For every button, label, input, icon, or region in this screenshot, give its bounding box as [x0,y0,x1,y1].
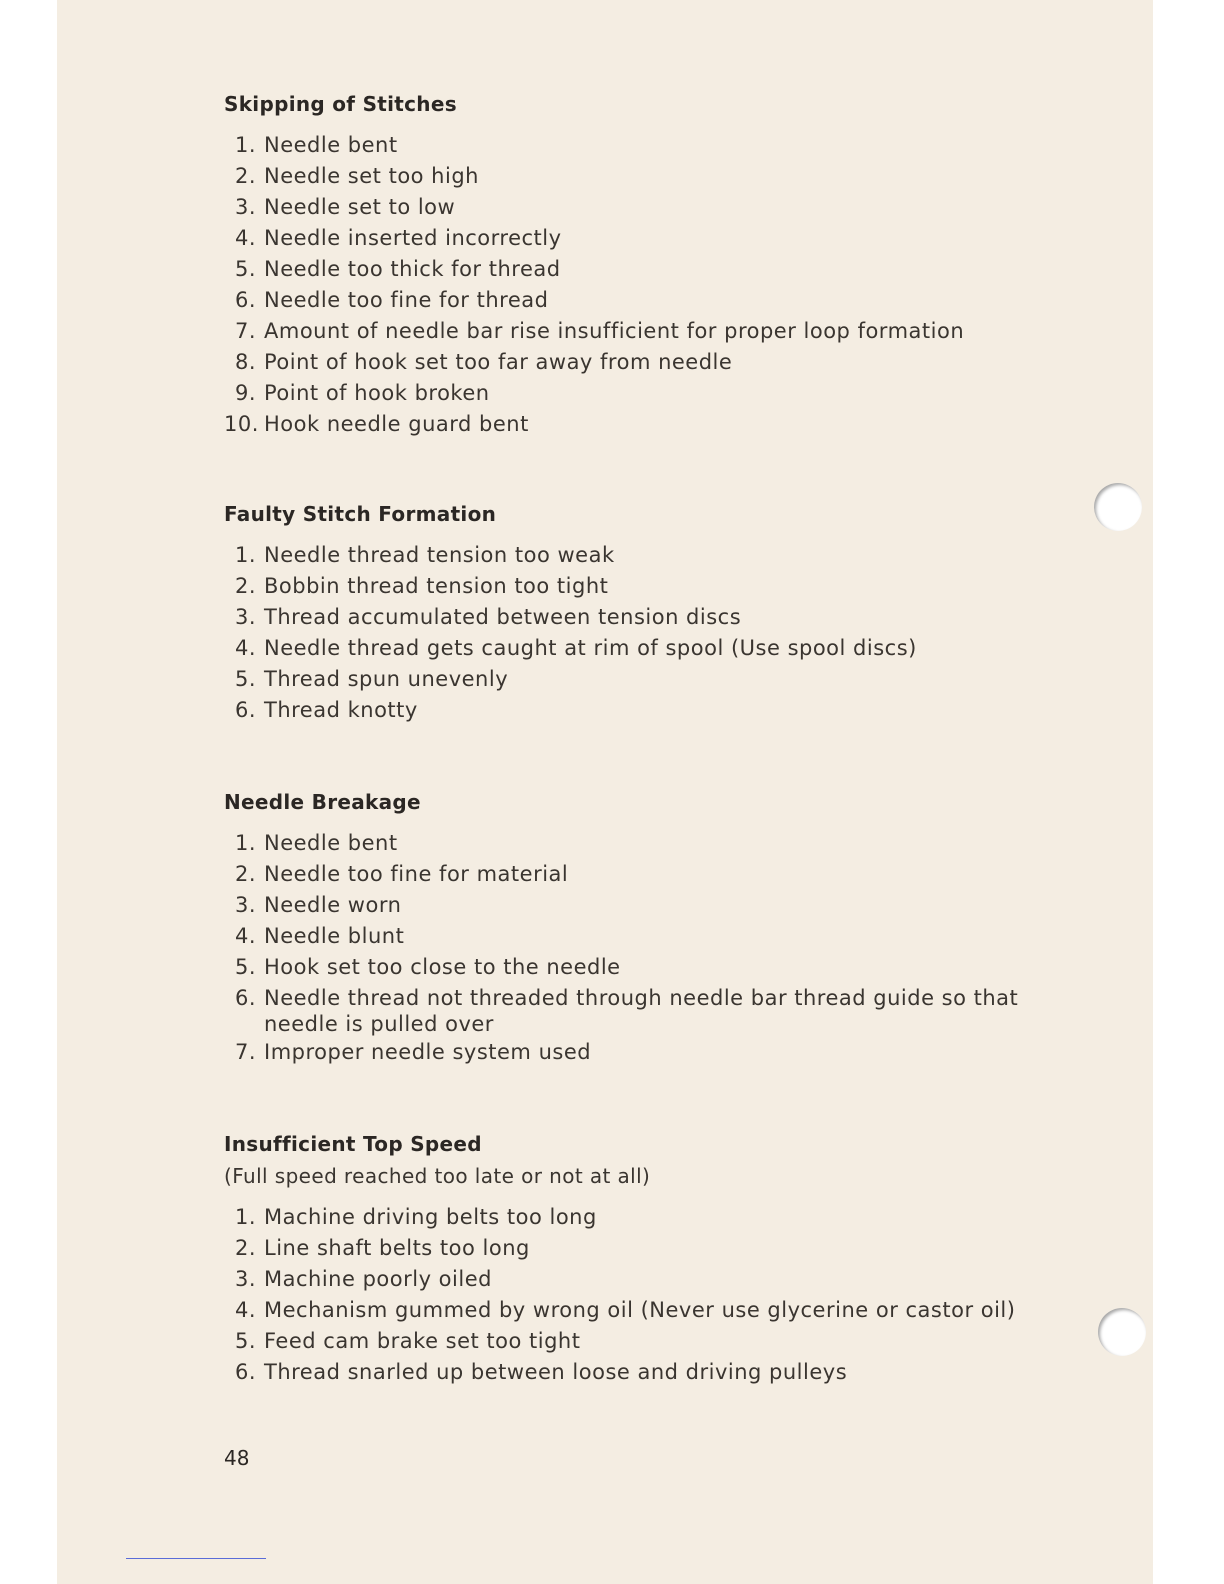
item-text: Needle worn [264,893,402,917]
item-number: 4. [234,226,256,250]
item-text: Mechanism gummed by wrong oil (Never use glycerine or castor oil) [264,1298,1016,1322]
item-text: Needle too fine for thread [264,288,549,312]
item-text: Machine poorly oiled [264,1267,492,1291]
list-item [224,540,1064,571]
list-item [224,571,1064,602]
troubleshooting-list [224,828,1064,1068]
item-text: Feed cam brake set too tight [264,1329,581,1353]
item-number: 7. [234,1040,256,1064]
section-faulty-stitch-formation [224,502,1064,726]
item-text: Machine driving belts too long [264,1205,597,1229]
item-text: Needle inserted incorrectly [264,226,562,250]
item-number: 6. [234,1360,256,1384]
item-number: 2. [234,1236,256,1260]
item-text: Amount of needle bar rise insufficient for proper loop formation [264,319,965,343]
list-item [224,223,1064,254]
list-item [224,378,1064,409]
item-number: 3. [234,893,256,917]
item-text: Hook needle guard bent [264,412,529,436]
section-title: Needle Breakage [224,790,421,814]
item-text: Needle bent [264,831,398,855]
item-text: Bobbin thread tension too tight [264,574,609,598]
page-content [224,92,1064,1388]
section-title: Faulty Stitch Formation [224,502,497,526]
item-number: 5. [234,955,256,979]
list-item [224,1037,1064,1068]
list-item [224,602,1064,633]
item-text: Thread snarled up between loose and driving pulleys [264,1360,848,1384]
list-item [224,347,1064,378]
item-number: 2. [234,164,256,188]
item-number: 1. [234,1205,256,1229]
punch-hole [1098,1308,1146,1356]
item-number: 6. [234,986,256,1010]
bottom-edge-line [126,1558,266,1559]
item-number: 1. [234,831,256,855]
item-number: 6. [234,698,256,722]
item-text: Thread knotty [264,698,418,722]
item-text: Needle set to low [264,195,456,219]
item-text: Needle thread gets caught at rim of spool (Use spool discs) [264,636,917,660]
section-title: Insufficient Top Speed [224,1132,482,1156]
item-text: Improper needle system used [264,1040,592,1064]
list-item [224,1264,1064,1295]
item-number: 4. [234,1298,256,1322]
section-subtitle: (Full speed reached too late or not at all) [224,1164,651,1188]
punch-hole [1094,483,1142,531]
list-item [224,859,1064,890]
item-text: Thread spun unevenly [264,667,509,691]
list-item [224,316,1064,347]
item-number: 5. [234,1329,256,1353]
item-text: Needle bent [264,133,398,157]
page-number: 48 [224,1446,250,1470]
item-number: 3. [234,605,256,629]
list-item [224,952,1064,983]
item-number: 6. [234,288,256,312]
item-text: Point of hook broken [264,381,490,405]
list-item [224,1357,1064,1388]
item-number: 1. [234,543,256,567]
item-text: Needle thread not threaded through needle bar thread guide so that needle is pulled over [264,986,1019,1036]
troubleshooting-list [224,540,1064,726]
list-item [224,1326,1064,1357]
item-text: Thread accumulated between tension discs [264,605,742,629]
item-number: 4. [234,924,256,948]
section-needle-breakage [224,790,1064,1068]
item-text: Needle thread tension too weak [264,543,615,567]
item-number: 9. [234,381,256,405]
section-skipping-of-stitches [224,92,1064,440]
item-text: Needle blunt [264,924,405,948]
troubleshooting-list [224,130,1064,440]
item-text: Hook set too close to the needle [264,955,621,979]
item-number: 1. [234,133,256,157]
list-item [224,828,1064,859]
item-number: 5. [234,257,256,281]
item-text: Needle too thick for thread [264,257,561,281]
item-number: 3. [234,1267,256,1291]
item-number: 3. [234,195,256,219]
item-text: Needle too fine for material [264,862,569,886]
list-item [224,633,1064,664]
list-item [224,921,1064,952]
item-number: 5. [234,667,256,691]
item-text: Point of hook set too far away from needle [264,350,733,374]
list-item [224,192,1064,223]
list-item [224,1233,1064,1264]
item-number: 7. [234,319,256,343]
item-number: 4. [234,636,256,660]
item-number: 2. [234,862,256,886]
section-insufficient-top-speed [224,1132,1064,1388]
item-number: 2. [234,574,256,598]
list-item [224,1295,1064,1326]
troubleshooting-list [224,1202,1064,1388]
list-item [224,983,1064,1037]
item-number: 10. [224,412,259,436]
list-item [224,695,1064,726]
list-item [224,664,1064,695]
item-number: 8. [234,350,256,374]
list-item [224,254,1064,285]
list-item [224,890,1064,921]
list-item [224,161,1064,192]
list-item [224,1202,1064,1233]
section-title: Skipping of Stitches [224,92,457,116]
list-item [224,130,1064,161]
list-item [224,285,1064,316]
item-text: Line shaft belts too long [264,1236,530,1260]
item-text: Needle set too high [264,164,479,188]
list-item [224,409,1064,440]
